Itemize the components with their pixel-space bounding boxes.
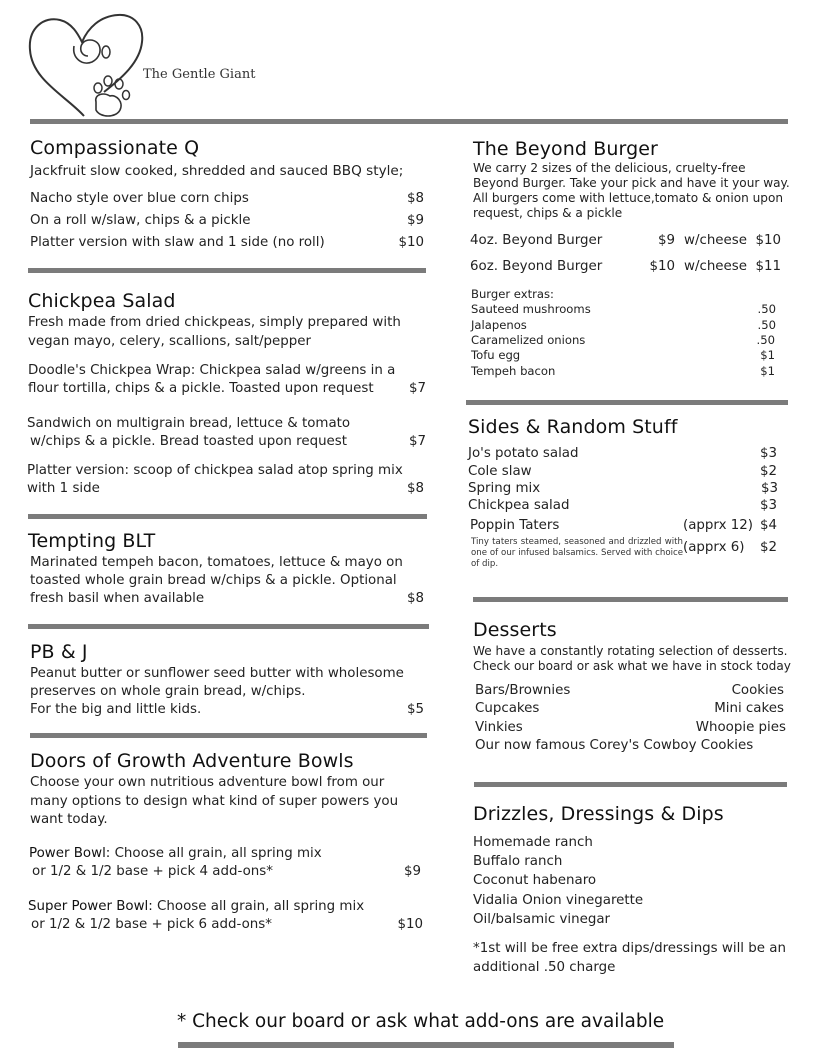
side-price: $3 — [759, 446, 777, 461]
menu-item-desc — [28, 899, 364, 914]
side-label: Spring mix — [468, 481, 541, 496]
extra-label: Tempeh bacon — [471, 364, 556, 378]
heart-paw-icon — [26, 12, 148, 120]
brand-name: The Gentle Giant — [143, 67, 256, 82]
menu-item-label: On a roll w/slaw, chips & a pickle — [30, 213, 251, 228]
section-desc: Choose your own nutritious adventure bowl from our many options to design what kind of super powers you want today. — [30, 775, 399, 827]
dips-note: *1st will be free extra dips/dressings will be an additional .50 charge — [473, 941, 786, 975]
menu-item-desc: or 1/2 & 1/2 base + pick 4 add-ons* — [32, 864, 273, 879]
footer-divider — [178, 1042, 674, 1048]
menu-item-price: $5 — [406, 702, 424, 717]
extra-price: .50 — [757, 318, 776, 332]
extra-label: Jalapenos — [471, 318, 527, 332]
section-divider — [466, 400, 788, 405]
menu-item-desc: or 1/2 & 1/2 base + pick 6 add-ons* — [31, 917, 272, 932]
section-divider — [28, 268, 426, 273]
menu-item-desc: Platter version: scoop of chickpea salad atop spring mix — [27, 463, 403, 478]
side-price: $3 — [759, 498, 777, 513]
side-label: Chickpea salad — [468, 498, 570, 513]
dessert-item: Our now famous Corey's Cowboy Cookies — [475, 738, 754, 753]
menu-item-price: $7 — [408, 381, 426, 396]
menu-item-price: $8 — [406, 481, 424, 496]
section-divider — [30, 733, 427, 738]
side-price: $4 — [759, 518, 777, 533]
menu-item-desc: preserves on whole grain bread, w/chips. — [30, 684, 306, 699]
menu-item-desc: fresh basil when available — [30, 591, 205, 606]
extra-price: $1 — [760, 348, 775, 362]
section-desc: We have a constantly rotating selection of desserts. Check our board or ask what we have in stock today — [473, 644, 791, 673]
menu-item-label: Platter version with slaw and 1 side (no roll) — [30, 235, 325, 250]
menu-item-price: $9 — [406, 213, 424, 228]
burger-cheese-label: w/cheese — [684, 259, 748, 274]
taters-option: (apprx 6) — [683, 540, 745, 555]
burger-size-label: 4oz. Beyond Burger — [470, 233, 603, 248]
extra-label: Sauteed mushrooms — [471, 302, 591, 316]
menu-item-desc: with 1 side — [27, 481, 100, 496]
side-label: Cole slaw — [468, 464, 532, 479]
section-title-beyond-burger: The Beyond Burger — [473, 138, 658, 160]
dessert-item: Vinkies — [475, 720, 523, 735]
extra-price: .50 — [756, 333, 775, 347]
side-price: $3 — [760, 481, 778, 496]
side-price: $2 — [759, 540, 777, 555]
menu-item-desc: flour tortilla, chips & a pickle. Toasted upon request — [28, 381, 374, 396]
menu-item-desc: Marinated tempeh bacon, tomatoes, lettuce & mayo on — [30, 555, 403, 570]
section-divider — [28, 514, 427, 519]
menu-item-desc: toasted whole grain bread w/chips & a pickle. Optional — [30, 573, 397, 588]
section-title-dips: Drizzles, Dressings & Dips — [473, 803, 724, 825]
bowl-name: Power Bowl: — [29, 846, 111, 861]
bowl-name: Super Power Bowl: — [28, 899, 153, 914]
menu-item-desc: w/chips & a pickle. Bread toasted upon request — [30, 434, 348, 449]
section-title-tempting-blt: Tempting BLT — [28, 530, 156, 552]
menu-item-desc: For the big and little kids. — [30, 702, 202, 717]
section-title-chickpea-salad: Chickpea Salad — [28, 290, 176, 312]
menu-item-label: Nacho style over blue corn chips — [30, 191, 249, 206]
dessert-item: Bars/Brownies — [475, 683, 571, 698]
section-title-adventure-bowls: Doors of Growth Adventure Bowls — [30, 750, 354, 772]
header-divider — [30, 119, 788, 124]
side-price: $2 — [759, 464, 777, 479]
section-title-desserts: Desserts — [473, 619, 557, 641]
dip-item: Homemade ranch — [473, 835, 593, 850]
side-note: Tiny taters steamed, seasoned and drizzled with one of our infused balsamics. Served with choice of dip. — [471, 537, 683, 569]
menu-item-price: $10 — [398, 235, 424, 250]
dessert-item: Whoopie pies — [695, 720, 786, 735]
extra-price: .50 — [757, 302, 776, 316]
taters-option: (apprx 12) — [683, 518, 754, 533]
burger-size-price: $10 — [649, 259, 675, 274]
menu-item-desc: Peanut butter or sunflower seed butter with wholesome — [30, 666, 404, 681]
dessert-item: Mini cakes — [714, 701, 784, 716]
logo — [26, 12, 148, 120]
extra-label: Caramelized onions — [471, 333, 586, 347]
menu-item-price: $8 — [406, 191, 424, 206]
section-desc: Jackfruit slow cooked, shredded and sauced BBQ style; — [30, 163, 404, 179]
dip-item: Buffalo ranch — [473, 854, 563, 869]
section-divider — [474, 782, 787, 787]
footer-note: * Check our board or ask what add-ons are available — [177, 1011, 665, 1032]
menu-item-price: $8 — [406, 591, 424, 606]
burger-size-price: $9 — [657, 233, 675, 248]
burger-cheese-price: $11 — [755, 259, 781, 274]
section-desc: Fresh made from dried chickpeas, simply prepared with vegan mayo, celery, scallions, salt/pepper — [28, 315, 401, 349]
menu-item-desc: Sandwich on multigrain bread, lettuce & tomato — [27, 416, 351, 431]
menu-item-desc: Doodle's Chickpea Wrap: Chickpea salad w/greens in a — [28, 363, 396, 378]
menu-item-price: $7 — [408, 434, 426, 449]
bowl-desc: Choose all grain, all spring mix — [152, 899, 365, 914]
menu-item-price: $10 — [397, 917, 423, 932]
extra-label: Tofu egg — [471, 348, 521, 362]
side-label: Jo's potato salad — [468, 446, 579, 461]
dessert-item: Cookies — [731, 683, 784, 698]
section-title-pbj: PB & J — [30, 641, 88, 663]
extras-title: Burger extras: — [471, 287, 554, 301]
extra-price: $1 — [760, 364, 775, 378]
burger-cheese-label: w/cheese — [684, 233, 748, 248]
section-title-sides: Sides & Random Stuff — [468, 416, 678, 438]
dip-item: Coconut habenaro — [473, 873, 597, 888]
section-divider — [473, 597, 788, 602]
dip-item: Vidalia Onion vinegarette — [473, 893, 644, 908]
dessert-item: Cupcakes — [475, 701, 540, 716]
side-label: Poppin Taters — [470, 518, 560, 533]
dip-item: Oil/balsamic vinegar — [473, 912, 611, 927]
section-title-compassionate-q: Compassionate Q — [30, 137, 200, 159]
menu-item-price: $9 — [403, 864, 421, 879]
section-divider — [28, 624, 429, 629]
menu-item-desc — [29, 846, 322, 861]
burger-cheese-price: $10 — [755, 233, 781, 248]
bowl-desc: Choose all grain, all spring mix — [110, 846, 322, 861]
burger-size-label: 6oz. Beyond Burger — [470, 259, 603, 274]
section-desc: We carry 2 sizes of the delicious, cruelty-free Beyond Burger. Take your pick and have it your way. All burgers come with lettuce,tomato & onion upon request, chips & a pickle — [473, 161, 790, 220]
